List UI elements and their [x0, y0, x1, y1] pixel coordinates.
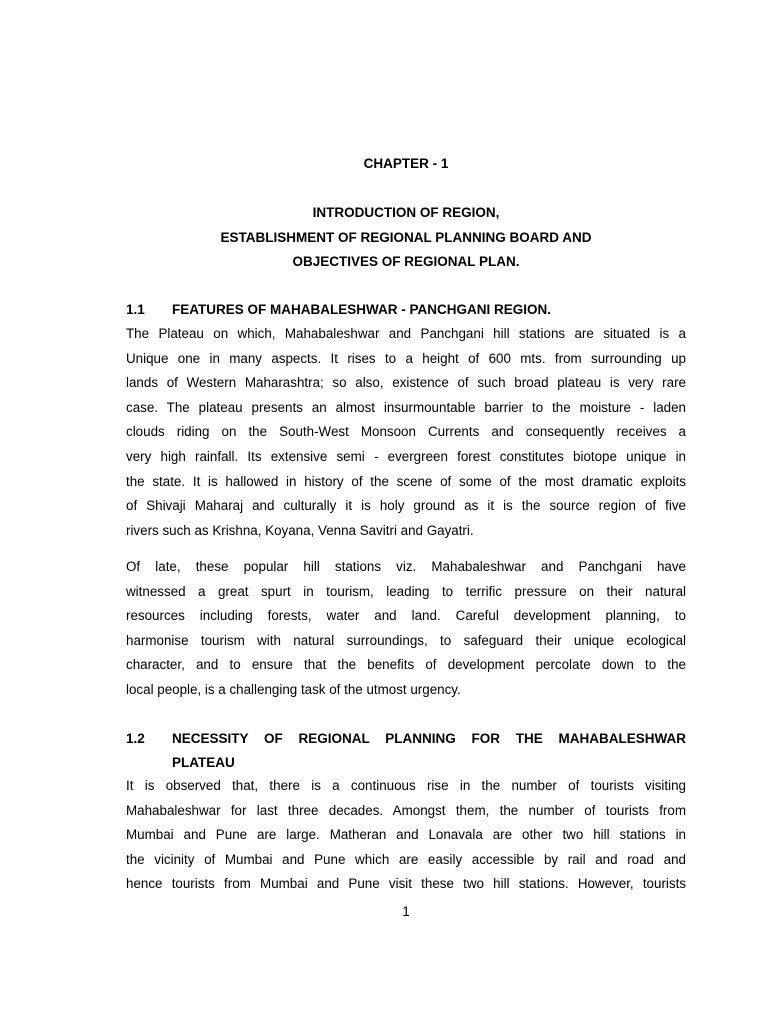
- page-number: 1: [402, 904, 410, 919]
- text-line: of Shivaji Maharaj and culturally it is holy ground as it is the source region of five: [126, 498, 686, 514]
- section-1-1-paragraph-2: [126, 555, 686, 703]
- text-line: The Plateau on which, Mahabaleshwar and Panchgani hill stations are situated is a: [126, 326, 686, 341]
- text-line: Of late, these popular hill stations viz. Mahabaleshwar and Panchgani have: [126, 559, 686, 574]
- text-line: case. The plateau presents an almost insurmountable barrier to the moisture - laden: [126, 399, 686, 415]
- title-line-1: INTRODUCTION OF REGION,: [312, 205, 500, 220]
- section-1-1-title: FEATURES OF MAHABALESHWAR - PANCHGANI REGION.: [172, 302, 551, 317]
- text-line: hence tourists from Mumbai and Pune visit these two hill stations. However, tourists: [126, 876, 686, 892]
- title-line-2: ESTABLISHMENT OF REGIONAL PLANNING BOARD AND: [220, 230, 592, 245]
- text-line: Mumbai and Pune are large. Matheran and Lonavala are other two hill stations in: [126, 827, 686, 843]
- text-line: local people, is a challenging task of the utmost urgency.: [126, 681, 461, 697]
- text-line: the state. It is hallowed in history of the scene of some of the most dramatic exploits: [126, 473, 686, 489]
- section-1-1-paragraph-1: [126, 322, 686, 543]
- title-line-3: OBJECTIVES OF REGIONAL PLAN.: [292, 254, 520, 269]
- text-line: harmonise tourism with natural surroundings, to safeguard their unique ecological: [126, 632, 686, 648]
- text-line: resources including forests, water and land. Careful development planning, to: [126, 608, 686, 624]
- text-line: Unique one in many aspects. It rises to a height of 600 mts. from surrounding up: [126, 350, 686, 366]
- text-line: clouds riding on the South-West Monsoon Currents and consequently receives a: [126, 424, 686, 440]
- chapter-heading: CHAPTER - 1: [363, 156, 449, 171]
- text-line: lands of Western Maharashtra; so also, existence of such broad plateau is very rare: [126, 375, 686, 391]
- section-1-2-paragraph-1: [126, 774, 686, 897]
- text-line: very high rainfall. Its extensive semi - evergreen forest constitutes biotope unique in: [126, 448, 686, 464]
- text-line: Mahabaleshwar for last three decades. Amongst them, the number of tourists from: [126, 802, 686, 818]
- text-line: rivers such as Krishna, Koyana, Venna Savitri and Gayatri.: [126, 522, 474, 538]
- text-line: witnessed a great spurt in tourism, leading to terrific pressure on their natural: [126, 583, 686, 599]
- section-1-2-title-line-1: NECESSITY OF REGIONAL PLANNING FOR THE MAHABALESHWAR: [172, 731, 686, 746]
- text-line: the vicinity of Mumbai and Pune which are easily accessible by rail and road and: [126, 851, 686, 867]
- text-line: character, and to ensure that the benefits of development percolate down to the: [126, 657, 686, 673]
- section-1-1-number: 1.1: [126, 302, 145, 317]
- section-1-2-title-line-2: PLATEAU: [172, 755, 235, 770]
- section-1-2-number: 1.2: [126, 731, 145, 746]
- text-line: It is observed that, there is a continuous rise in the number of tourists visiting: [126, 778, 686, 793]
